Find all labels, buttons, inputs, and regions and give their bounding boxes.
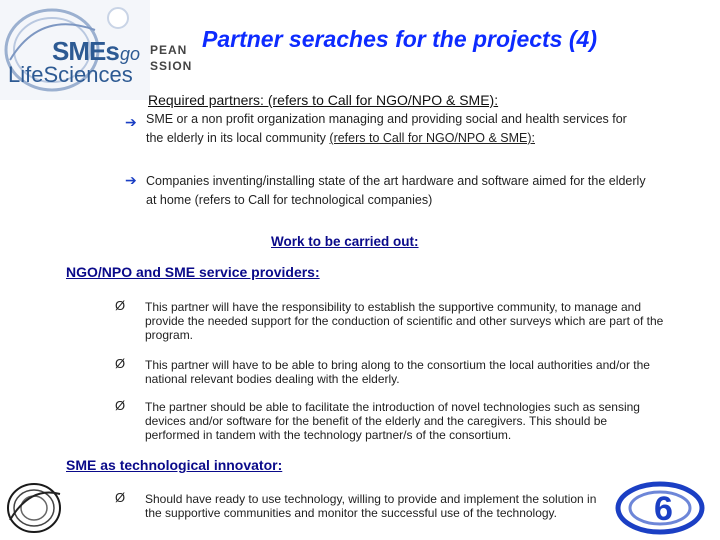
arrow-bullet-icon: ➔ (125, 172, 137, 188)
required-partner-item-2 (146, 172, 646, 210)
arrow-bullet-icon: ➔ (125, 114, 137, 130)
chevron-bullet-icon: Ø (115, 398, 126, 413)
svg-text:6: 6 (654, 490, 673, 528)
section-sme-tech-title: SME as technological innovator: (66, 457, 283, 473)
smes-go-lifesciences-logo (0, 0, 210, 100)
list-item: The partner should be able to facilitate the introduction of novel technologies such as sensing devices and/or software for the benefit of the elderly and the caregivers. This should be performed in tandem with the technology partner/s of the consortium. (145, 400, 640, 442)
list-item: Should have ready to use technology, willing to provide and implement the solution in the supportive communities and monitor the successful use of the technology. (145, 492, 597, 520)
logo-lifesciences-text: LifeSciences (8, 62, 133, 87)
european-commission-fragment (150, 42, 192, 74)
logo-go-text: go (120, 44, 141, 64)
swirl-globe-icon (4, 480, 64, 536)
logo-background (0, 0, 150, 100)
chevron-bullet-icon: Ø (115, 298, 126, 313)
chevron-bullet-icon: Ø (115, 356, 126, 371)
work-heading: Work to be carried out: (271, 234, 419, 249)
required-partner-text: SME or a non profit organization managing and providing social and health services for the elderly in its local community (146, 112, 627, 145)
required-partner-ref: (refers to Call for NGO/NPO & SME): (329, 131, 535, 145)
required-partners-heading: Required partners: (refers to Call for NGO/NPO & SME): (148, 92, 499, 108)
list-item: This partner will have to be able to bring along to the consortium the local authorities and/or the national relevant bodies dealing with the elderly. (145, 358, 650, 386)
required-partner-text: Companies inventing/installing state of the art hardware and software aimed for the elderly at home (refers to Call for technological companies) (146, 174, 646, 207)
list-item: This partner will have the responsibility to establish the supportive community, to manage and provide the needed support for the conduction of scientific and other surveys which are part of the program. (145, 300, 664, 342)
ec-line-2: SSION (150, 59, 193, 73)
required-partner-item-1 (146, 110, 636, 148)
ec-line-1: PEAN (150, 43, 188, 57)
section-ngo-npo-title: NGO/NPO and SME service providers: (66, 264, 320, 280)
fp6-logo-icon (608, 478, 706, 538)
logo-smes-text: SMEs (52, 36, 119, 66)
page-title: Partner seraches for the projects (4) (202, 26, 597, 52)
chevron-bullet-icon: Ø (115, 490, 126, 505)
